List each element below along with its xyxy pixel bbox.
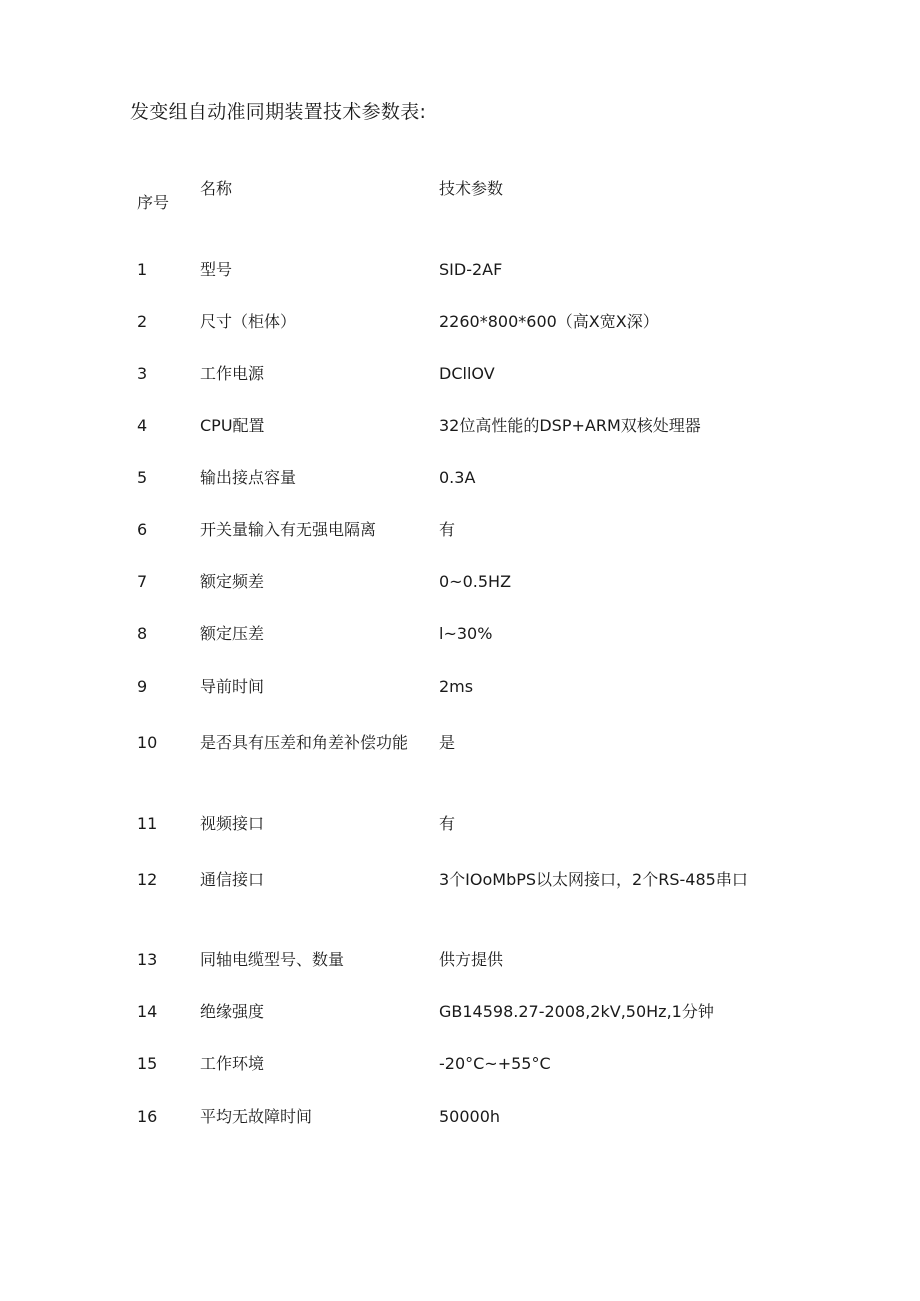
row-index: 11 bbox=[137, 814, 158, 833]
header-name: 名称 bbox=[200, 179, 233, 198]
row-spec: 50000h bbox=[439, 1107, 501, 1126]
row-index: 14 bbox=[137, 1002, 158, 1021]
header-spec: 技术参数 bbox=[439, 179, 504, 198]
row-name: 开关量输入有无强电隔离 bbox=[200, 520, 377, 539]
row-index: 6 bbox=[137, 520, 148, 539]
row-index: 10 bbox=[137, 733, 158, 752]
row-name: 同轴电缆型号、数量 bbox=[200, 950, 345, 969]
row-spec: l~30% bbox=[439, 624, 493, 643]
row-name: CPU配置 bbox=[200, 416, 265, 435]
row-spec: 2260*800*600（高X宽X深） bbox=[439, 312, 659, 331]
row-index: 16 bbox=[137, 1107, 158, 1126]
row-name: 平均无故障时间 bbox=[200, 1107, 313, 1126]
row-spec: SID-2AF bbox=[439, 260, 503, 279]
row-name: 额定频差 bbox=[200, 572, 265, 591]
row-name: 输出接点容量 bbox=[200, 468, 297, 487]
row-spec: GB14598.27-2008,2kV,50Hz,1分钟 bbox=[439, 1002, 714, 1021]
row-index: 13 bbox=[137, 950, 158, 969]
row-spec: DCllOV bbox=[439, 364, 495, 383]
row-index: 15 bbox=[137, 1054, 158, 1073]
row-name: 型号 bbox=[200, 260, 233, 279]
row-name: 是否具有压差和角差补偿功能 bbox=[200, 733, 409, 752]
row-spec: 2ms bbox=[439, 677, 474, 696]
row-spec: 是 bbox=[439, 733, 456, 752]
row-spec: 有 bbox=[439, 814, 456, 833]
header-index: 序号 bbox=[137, 193, 170, 212]
row-name: 导前时间 bbox=[200, 677, 265, 696]
row-name: 绝缘强度 bbox=[200, 1002, 265, 1021]
row-spec: 0.3A bbox=[439, 468, 476, 487]
row-spec: 有 bbox=[439, 520, 456, 539]
row-name: 工作环境 bbox=[200, 1054, 265, 1073]
row-index: 7 bbox=[137, 572, 148, 591]
row-spec: 3个IOoMbPS以太网接口，2个RS-485串口 bbox=[439, 870, 748, 889]
row-spec: 供方提供 bbox=[439, 950, 504, 969]
row-spec: -20°C~+55°C bbox=[439, 1054, 551, 1073]
row-name: 视频接口 bbox=[200, 814, 265, 833]
row-spec: 0~0.5HZ bbox=[439, 572, 512, 591]
row-spec: 32位高性能的DSP+ARM双核处理器 bbox=[439, 416, 701, 435]
row-index: 8 bbox=[137, 624, 148, 643]
row-name: 通信接口 bbox=[200, 870, 265, 889]
row-index: 3 bbox=[137, 364, 148, 383]
row-index: 4 bbox=[137, 416, 148, 435]
row-index: 9 bbox=[137, 677, 148, 696]
row-index: 12 bbox=[137, 870, 158, 889]
row-name: 尺寸（柜体） bbox=[200, 312, 297, 331]
row-name: 工作电源 bbox=[200, 364, 265, 383]
row-index: 1 bbox=[137, 260, 148, 279]
row-index: 2 bbox=[137, 312, 148, 331]
document-title: 发变组自动准同期装置技术参数表: bbox=[130, 101, 427, 123]
row-index: 5 bbox=[137, 468, 148, 487]
row-name: 额定压差 bbox=[200, 624, 265, 643]
